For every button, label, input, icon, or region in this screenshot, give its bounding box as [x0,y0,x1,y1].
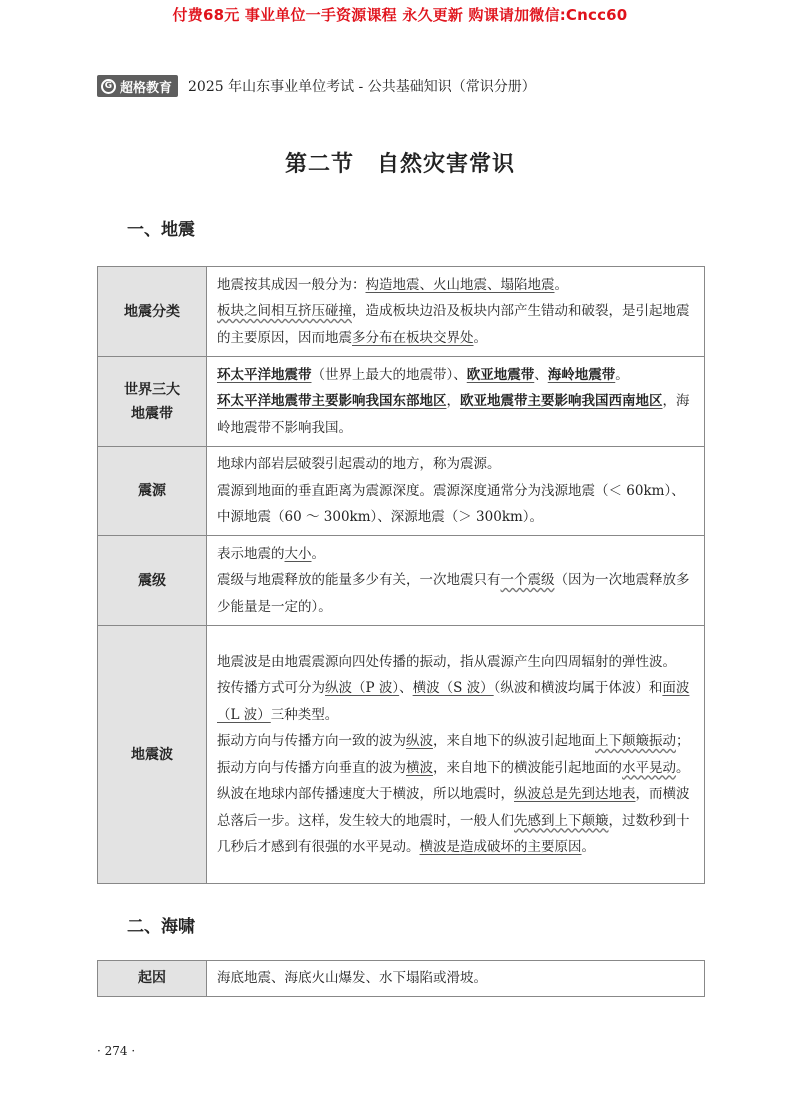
table-row [98,447,705,536]
table-row [98,626,705,884]
earthquake-table [97,266,705,884]
content-paragraph: 振动方向与传播方向一致的波为纵波，来自地下的纵波引起地面上下颠簸振动；振动方向与传播方向垂直的波为横波，来自地下的横波能引起地面的水平晃动。 [217,733,690,776]
watermark-banner: 付费68元 事业单位一手资源课程 永久更新 购课请加微信:Cncc60 [172,6,628,24]
section-title: 第二节 自然灾害常识 [284,151,515,177]
table-row [98,267,705,357]
content-line: 环太平洋地震带主要影响我国东部地区，欧亚地震带主要影响我国西南地区，海岭地震带不影响我国。 [217,393,690,436]
brand-logo [97,75,178,97]
tsunami-table [97,960,705,997]
row-label: 震源 [98,447,207,536]
content-line: 震级与地震释放的能量多少有关，一次地震只有一个震级（因为一次地震释放多少能量是一定的）。 [217,572,690,615]
content-line: 表示地震的大小。 [217,545,325,562]
table-row [98,357,705,447]
content-line: 地震按其成因一般分为：构造地震、火山地震、塌陷地震。 [217,276,568,293]
row-content [207,357,705,447]
logo-text: 超格教育 [120,80,173,96]
row-label: 震级 [98,536,207,626]
content-paragraph: 纵波在地球内部传播速度大于横波，所以地震时，纵波总是先到达地表，而横波总落后一步。这样，发生较大的地震时，一般人们先感到上下颠簸，过数秒到十几秒后才感到有很强的水平晃动。横波是造成破坏的主要原因。 [217,786,690,855]
logo-icon: G [101,79,116,94]
row-content [207,626,705,884]
tsunami-heading: 二、海啸 [127,917,195,937]
table-row [98,536,705,626]
row-label: 地震波 [98,626,207,884]
row-content [207,447,705,536]
content-line: 地球内部岩层破裂引起震动的地方，称为震源。 [217,456,501,473]
row-label: 地震分类 [98,267,207,357]
content-line: 板块之间相互挤压碰撞，造成板块边沿及板块内部产生错动和破裂，是引起地震的主要原因，因而地震多分布在板块交界处。 [217,303,690,346]
content-paragraph: 地震波是由地震震源向四处传播的振动，指从震源产生向四周辐射的弹性波。 [217,653,676,670]
page-header [97,74,536,98]
page-number: · 274 · [97,1044,136,1058]
header-title: 2025 年山东事业单位考试 - 公共基础知识（常识分册） [188,79,536,95]
row-content [207,267,705,357]
row-content [207,536,705,626]
row-content: 海底地震、海底火山爆发、水下塌陷或滑坡。 [207,961,705,997]
earthquake-heading: 一、地震 [127,220,195,240]
row-label: 起因 [98,961,207,997]
row-label: 世界三大 地震带 [98,357,207,447]
content-line: 震源到地面的垂直距离为震源深度。震源深度通常分为浅源地震（＜ 60km）、中源地震（60 ～ 300km）、深源地震（＞ 300km）。 [217,482,685,526]
content-line: 环太平洋地震带（世界上最大的地震带）、欧亚地震带、海岭地震带。 [217,366,629,383]
content-paragraph: 按传播方式可分为纵波（P 波）、横波（S 波）（纵波和横波均属于体波）和面波（L 波）三种类型。 [217,680,690,723]
table-row [98,961,705,997]
